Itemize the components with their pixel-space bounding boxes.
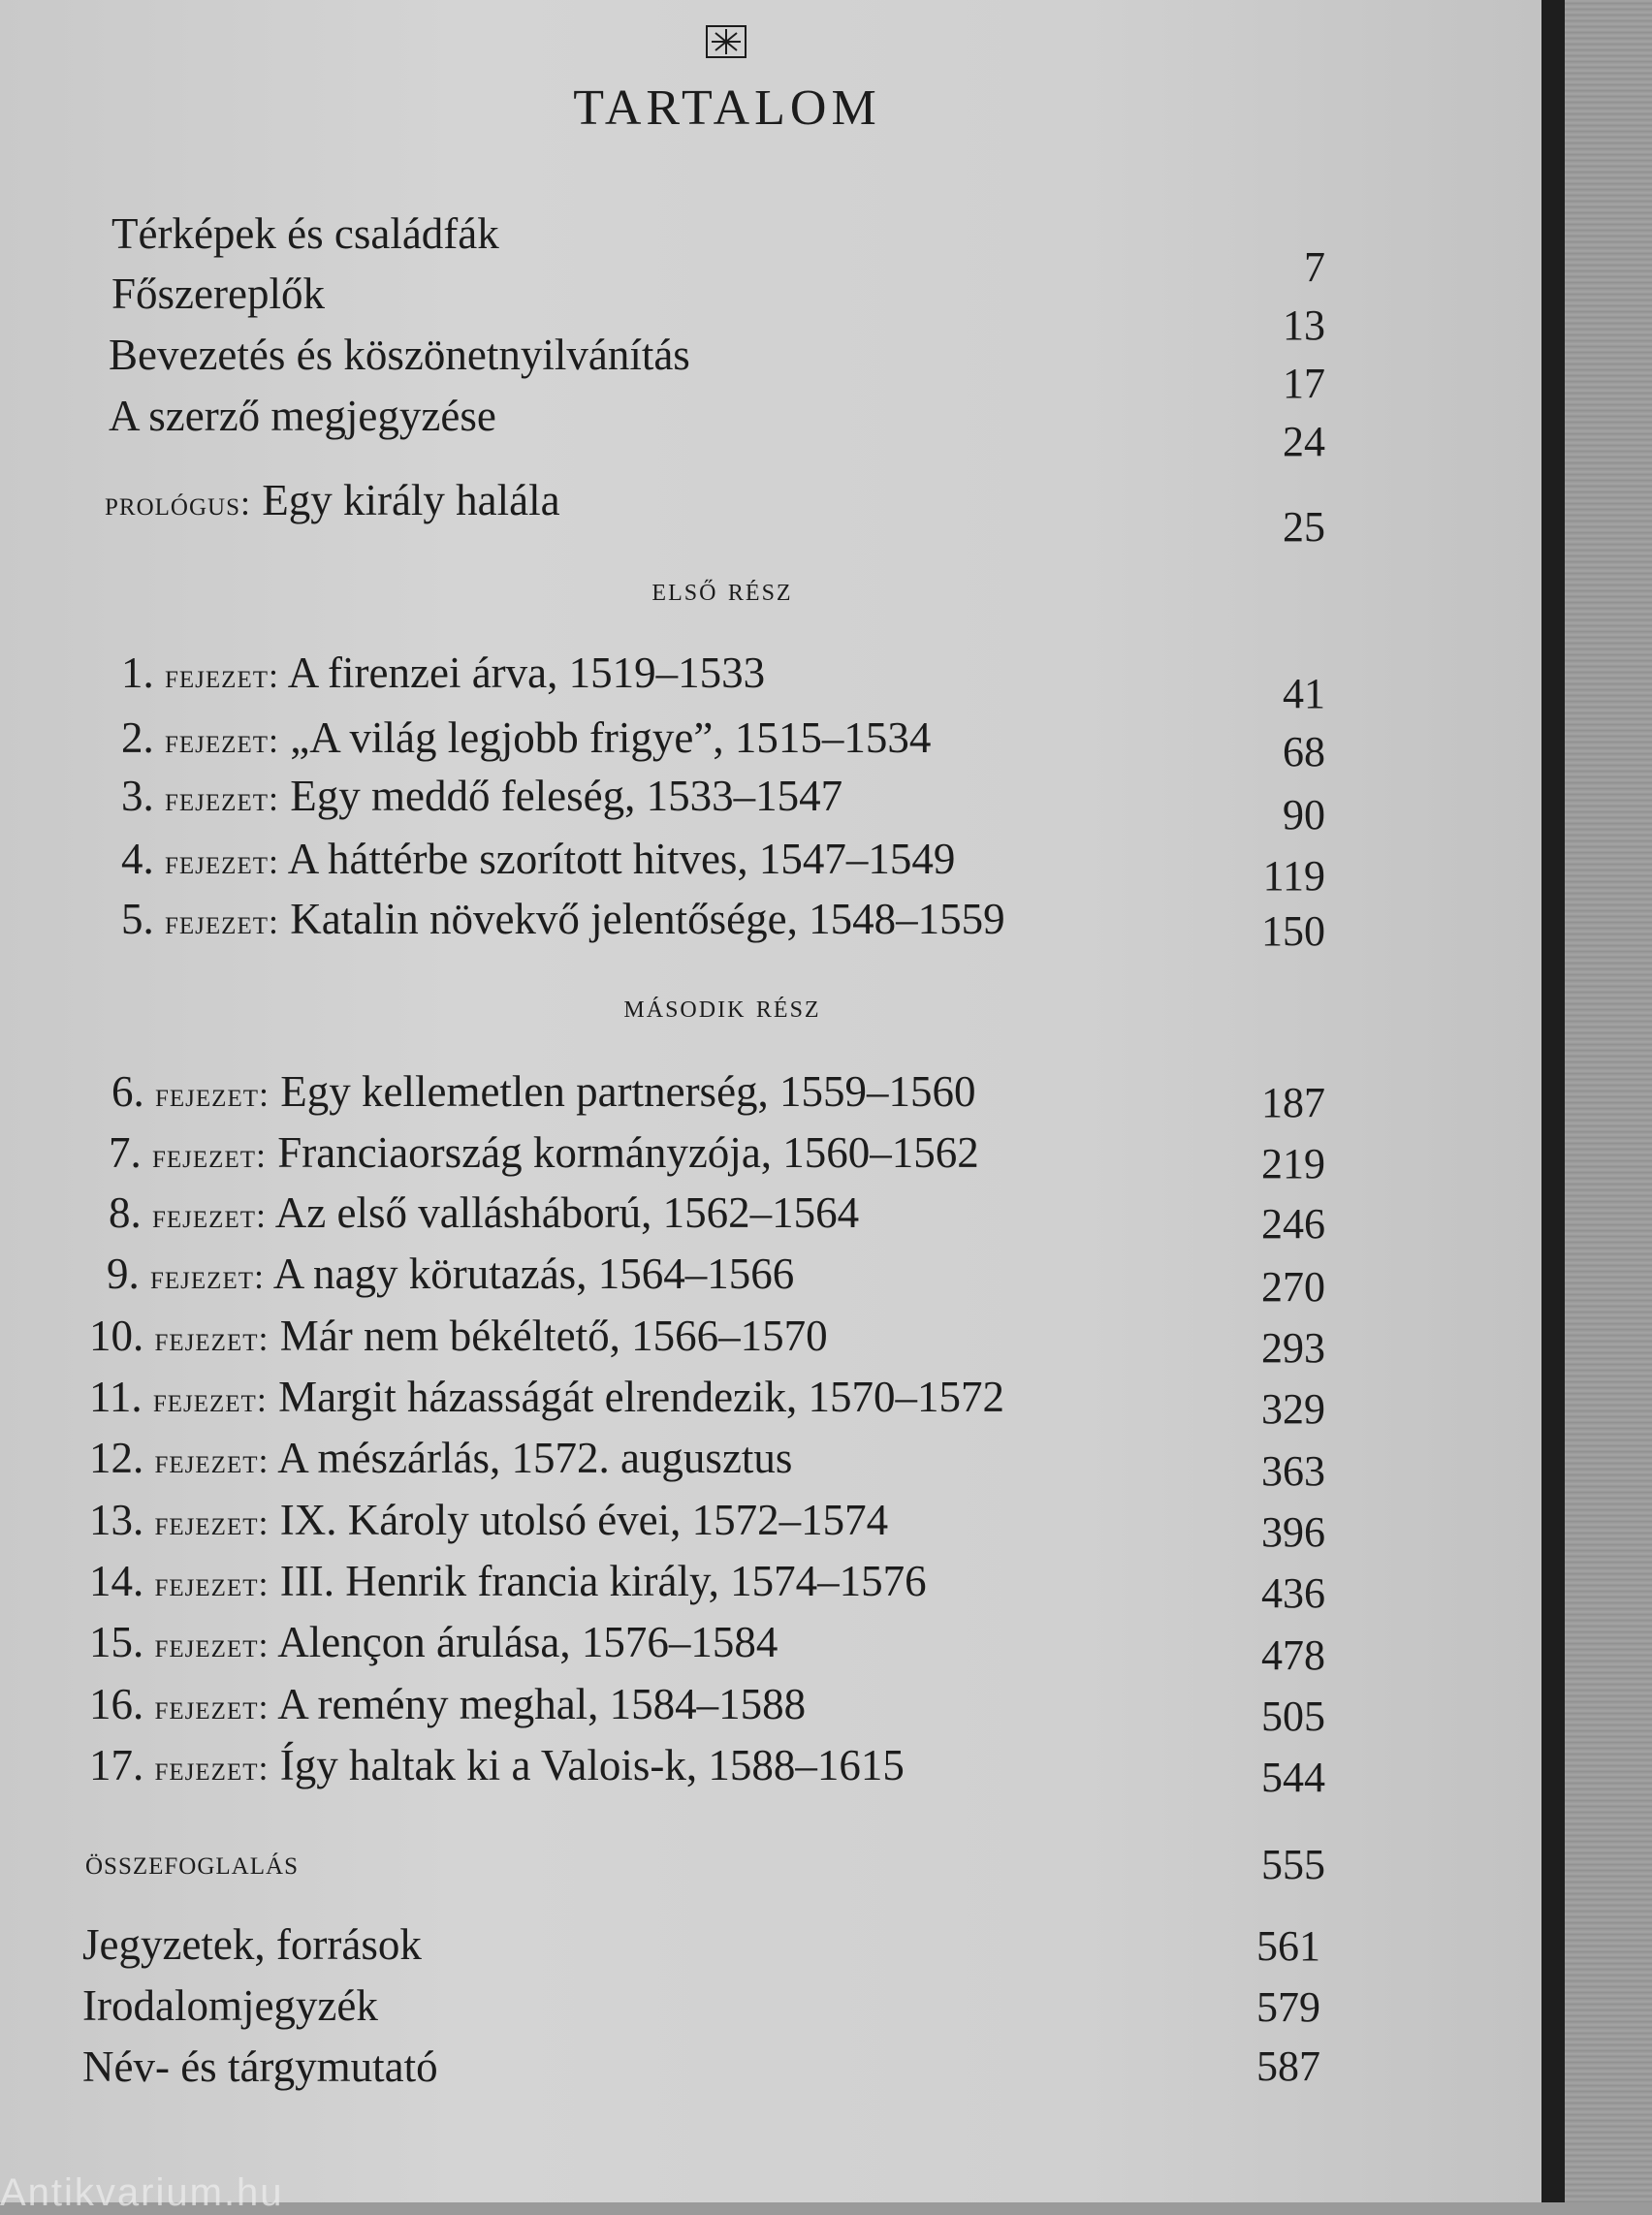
chapter-page: 396 — [1261, 1508, 1325, 1556]
chapter-title: IX. Károly utolsó évei, 1572–1574 — [279, 1496, 889, 1544]
background-fabric — [1565, 0, 1652, 2202]
chapter-label: fejezet: — [152, 1136, 267, 1175]
chapter-number: 6. — [111, 1067, 144, 1116]
toc-chapter — [109, 1127, 979, 1178]
chapter-label: fejezet: — [154, 1688, 270, 1726]
part-heading: első rész — [651, 572, 793, 608]
toc-chapter — [121, 771, 842, 821]
chapter-label: fejezet: — [154, 1319, 270, 1358]
toc-front-title: Bevezetés és köszönetnyilvánítás — [109, 331, 690, 379]
chapter-label: fejezet: — [152, 1196, 267, 1235]
chapter-title: Így haltak ki a Valois-k, 1588–1615 — [279, 1741, 905, 1789]
chapter-number: 1. — [121, 649, 154, 697]
toc-chapter — [89, 1740, 905, 1790]
chapter-label: fejezet: — [154, 1565, 270, 1603]
chapter-number: 9. — [107, 1250, 140, 1298]
chapter-title: Margit házasságát elrendezik, 1570–1572 — [278, 1373, 1005, 1421]
toc-chapter — [111, 1066, 976, 1117]
toc-front-page: 24 — [1283, 418, 1325, 465]
chapter-title: A háttérbe szorított hitves, 1547–1549 — [287, 835, 956, 883]
toc-prologue — [105, 475, 560, 525]
chapter-title: Katalin növekvő jelentősége, 1548–1559 — [290, 895, 1005, 943]
toc-back-page: 579 — [1256, 1983, 1320, 2031]
chapter-number: 11. — [89, 1373, 143, 1421]
chapter-page: 363 — [1261, 1447, 1325, 1495]
chapter-page: 68 — [1283, 728, 1325, 775]
toc-chapter — [109, 1187, 859, 1238]
chapter-number: 17. — [89, 1741, 144, 1789]
chapter-title: Az első vallásháború, 1562–1564 — [274, 1188, 860, 1237]
chapter-title: Alençon árulása, 1576–1584 — [277, 1618, 778, 1666]
toc-chapter — [121, 648, 765, 698]
chapter-number: 5. — [121, 895, 154, 943]
chapter-number: 12. — [89, 1434, 144, 1482]
chapter-label: fejezet: — [165, 779, 279, 818]
chapter-page: 119 — [1262, 852, 1325, 900]
chapter-label: fejezet: — [154, 1441, 270, 1480]
chapter-title: A nagy körutazás, 1564–1566 — [272, 1250, 795, 1298]
toc-front-page: 17 — [1283, 360, 1325, 407]
chapter-label: fejezet: — [165, 902, 279, 941]
chapter-number: 15. — [89, 1618, 144, 1666]
chapter-number: 13. — [89, 1496, 144, 1544]
chapter-title: A firenzei árva, 1519–1533 — [287, 649, 766, 697]
chapter-number: 4. — [121, 835, 154, 883]
toc-front-title: A szerző megjegyzése — [109, 392, 496, 440]
toc-front-title: Térképek és családfák — [111, 209, 499, 258]
prologue-title: Egy király halála — [262, 476, 560, 524]
chapter-title: Franciaország kormányzója, 1560–1562 — [277, 1128, 979, 1177]
toc-chapter — [89, 1617, 778, 1667]
chapter-title: Egy meddő feleség, 1533–1547 — [290, 772, 843, 820]
chapter-title: A remény meghal, 1584–1588 — [277, 1680, 807, 1728]
chapter-page: 436 — [1261, 1569, 1325, 1617]
page-title: TARTALOM — [573, 80, 881, 136]
chapter-page: 293 — [1261, 1324, 1325, 1372]
chapter-title: A mészárlás, 1572. augusztus — [277, 1434, 793, 1482]
prologue-label: prológus: — [105, 484, 251, 522]
chapter-label: fejezet: — [150, 1257, 265, 1296]
toc-prologue-page: 25 — [1283, 503, 1325, 551]
chapter-page: 41 — [1283, 670, 1325, 717]
chapter-title: „A világ legjobb frigye”, 1515–1534 — [290, 713, 932, 762]
toc-front-title: Főszereplők — [111, 269, 325, 318]
chapter-page: 219 — [1261, 1140, 1325, 1187]
toc-chapter — [89, 1556, 927, 1606]
toc-chapter — [89, 1311, 828, 1361]
chapter-label: fejezet: — [154, 1749, 270, 1788]
chapter-label: fejezet: — [155, 1075, 270, 1114]
toc-back-title: Jegyzetek, források — [82, 1920, 422, 1969]
toc-summary: összefoglalás — [85, 1843, 299, 1882]
chapter-label: fejezet: — [165, 721, 279, 760]
toc-back-title: Név- és tárgymutató — [82, 2042, 438, 2091]
chapter-page: 187 — [1261, 1079, 1325, 1126]
toc-back-page: 587 — [1256, 2042, 1320, 2090]
toc-front-page: 13 — [1283, 301, 1325, 349]
chapter-page: 505 — [1261, 1693, 1325, 1740]
chapter-number: 3. — [121, 772, 154, 820]
toc-back-title: Irodalomjegyzék — [82, 1981, 378, 2030]
chapter-label: fejezet: — [152, 1380, 268, 1419]
chapter-page: 478 — [1261, 1631, 1325, 1679]
book-spine — [1541, 0, 1565, 2202]
watermark: Antikvarium.hu — [0, 2171, 284, 2214]
toc-front-page: 7 — [1304, 243, 1325, 291]
toc-chapter — [89, 1495, 888, 1545]
toc-back-page: 561 — [1256, 1922, 1320, 1970]
chapter-title: Egy kellemetlen partnerség, 1559–1560 — [280, 1067, 976, 1116]
chapter-page: 329 — [1261, 1385, 1325, 1433]
chapter-label: fejezet: — [165, 656, 279, 695]
toc-chapter — [121, 894, 1005, 944]
chapter-page: 544 — [1261, 1754, 1325, 1801]
toc-chapter — [107, 1249, 794, 1299]
chapter-page: 246 — [1261, 1200, 1325, 1248]
chapter-title: Már nem békéltető, 1566–1570 — [279, 1312, 828, 1360]
part-heading: második rész — [623, 989, 821, 1025]
summary-page: 555 — [1261, 1841, 1325, 1888]
toc-chapter — [89, 1433, 792, 1483]
toc-chapter — [89, 1679, 806, 1729]
chapter-label: fejezet: — [154, 1626, 270, 1664]
chapter-label: fejezet: — [165, 842, 279, 881]
chapter-number: 16. — [89, 1680, 144, 1728]
chapter-page: 150 — [1261, 907, 1325, 955]
toc-chapter — [121, 834, 955, 884]
chapter-number: 2. — [121, 713, 154, 762]
chapter-label: fejezet: — [154, 1503, 270, 1542]
chapter-number: 8. — [109, 1188, 142, 1237]
toc-chapter — [89, 1372, 1004, 1422]
chapter-number: 14. — [89, 1557, 144, 1605]
chapter-title: III. Henrik francia király, 1574–1576 — [279, 1557, 927, 1605]
toc-chapter — [121, 712, 931, 763]
ornament-icon — [706, 25, 747, 58]
chapter-number: 10. — [89, 1312, 144, 1360]
chapter-number: 7. — [109, 1128, 142, 1177]
chapter-page: 270 — [1261, 1263, 1325, 1311]
chapter-page: 90 — [1283, 791, 1325, 839]
